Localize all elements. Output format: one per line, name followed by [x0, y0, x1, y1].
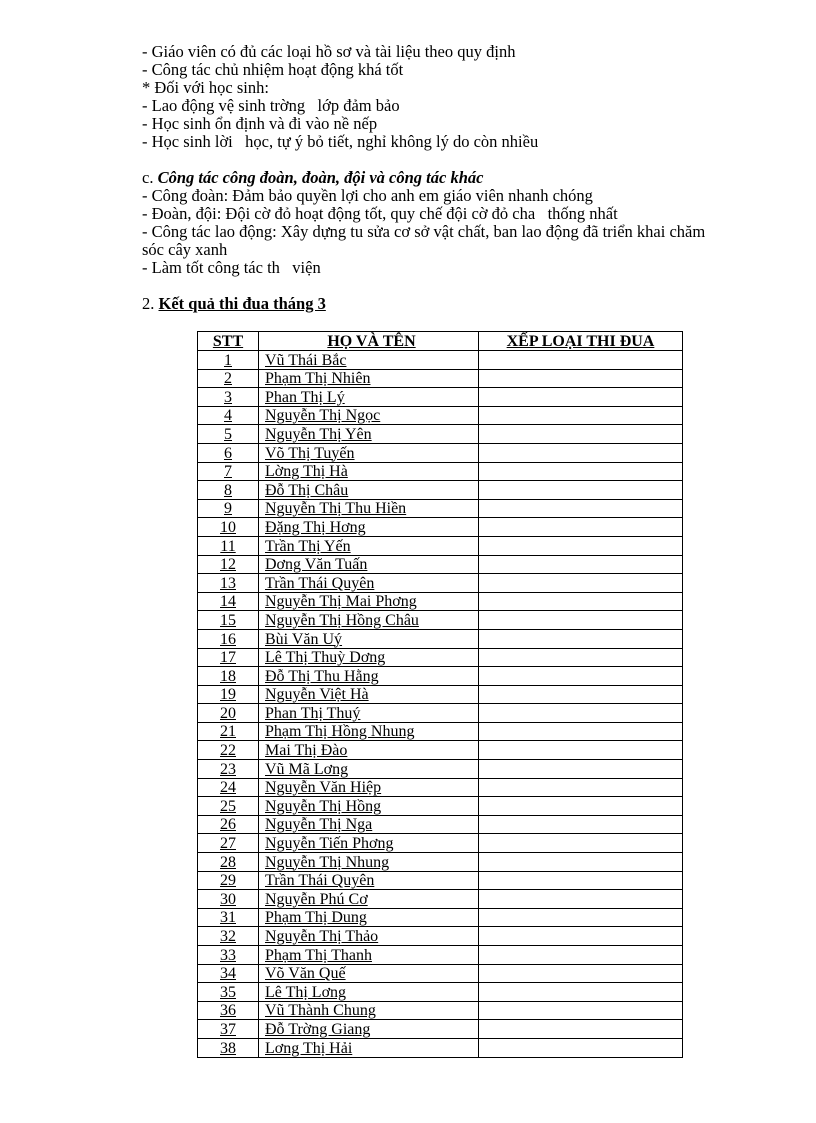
table-row: [198, 1038, 683, 1057]
cell-name: Phan Thị Lý: [259, 388, 479, 407]
cell-stt: 13: [198, 574, 259, 593]
table-row: [198, 1020, 683, 1039]
text-line-teacher-records: - Giáo viên có đủ các loại hồ sơ và tài liệu theo quy định: [142, 42, 516, 61]
cell-ranking: [479, 555, 683, 574]
table-row: [198, 1001, 683, 1020]
cell-name: Lờng Thị Hà: [259, 462, 479, 481]
cell-stt: 17: [198, 648, 259, 667]
cell-name: Vũ Mã Lơng: [259, 760, 479, 779]
cell-ranking: [479, 815, 683, 834]
table-row: [198, 351, 683, 370]
cell-name: Võ Thị Tuyến: [259, 443, 479, 462]
text-line-union: - Công đoàn: Đảm bảo quyền lợi cho anh em giáo viên nhanh chóng: [142, 186, 593, 205]
table-row: [198, 834, 683, 853]
cell-stt: 7: [198, 462, 259, 481]
text-line-homeroom: - Công tác chủ nhiệm hoạt động khá tốt: [142, 60, 404, 79]
cell-ranking: [479, 629, 683, 648]
text-line-youth: - Đoàn, đội: Đội cờ đỏ hoạt động tốt, quy chế đội cờ đỏ cha thống nhất: [142, 204, 618, 223]
table-row: [198, 815, 683, 834]
cell-name: Nguyễn Thị Thảo: [259, 927, 479, 946]
table-row: [198, 518, 683, 537]
cell-ranking: [479, 871, 683, 890]
cell-stt: 32: [198, 927, 259, 946]
cell-ranking: [479, 499, 683, 518]
table-row: [198, 443, 683, 462]
cell-name: Nguyễn Thị Ngọc: [259, 406, 479, 425]
table-row: [198, 890, 683, 909]
table-row: [198, 667, 683, 686]
cell-stt: 22: [198, 741, 259, 760]
table-row: [198, 388, 683, 407]
cell-stt: 28: [198, 853, 259, 872]
cell-stt: 21: [198, 722, 259, 741]
cell-name: Lơng Thị Hải: [259, 1038, 479, 1057]
cell-ranking: [479, 964, 683, 983]
table-header-row: [198, 332, 683, 351]
section-2-heading: [142, 295, 326, 313]
cell-ranking: [479, 983, 683, 1002]
cell-stt: 11: [198, 536, 259, 555]
cell-name: Đặng Thị Hơng: [259, 518, 479, 537]
cell-stt: 33: [198, 946, 259, 965]
cell-name: Đỗ Thị Thu Hằng: [259, 667, 479, 686]
cell-stt: 30: [198, 890, 259, 909]
cell-stt: 23: [198, 760, 259, 779]
cell-ranking: [479, 648, 683, 667]
cell-stt: 24: [198, 778, 259, 797]
cell-stt: 29: [198, 871, 259, 890]
cell-stt: 27: [198, 834, 259, 853]
table-row: [198, 871, 683, 890]
cell-ranking: [479, 481, 683, 500]
ranking-table: [197, 331, 683, 1058]
section-2-number: 2.: [142, 294, 159, 313]
cell-name: Vũ Thái Bắc: [259, 351, 479, 370]
cell-name: Đỗ Trờng Giang: [259, 1020, 479, 1039]
cell-ranking: [479, 908, 683, 927]
cell-name: Trần Thị Yến: [259, 536, 479, 555]
cell-ranking: [479, 388, 683, 407]
table-row: [198, 536, 683, 555]
header-ranking: XẾP LOẠI THI ĐUA: [479, 332, 683, 351]
section-2-title: Kết quả thi đua tháng 3: [158, 294, 326, 313]
cell-ranking: [479, 890, 683, 909]
text-line-stability: - Học sinh ổn định và đi vào nề nếp: [142, 114, 378, 133]
header-name: HỌ VÀ TÊN: [259, 332, 479, 351]
table-row: [198, 481, 683, 500]
table-row: [198, 592, 683, 611]
table-row: [198, 685, 683, 704]
cell-ranking: [479, 592, 683, 611]
cell-stt: 37: [198, 1020, 259, 1039]
section-c-prefix: c.: [142, 168, 158, 187]
cell-name: Nguyễn Thị Thu Hiền: [259, 499, 479, 518]
section-c-title: Công tác công đoàn, đoàn, đội và công tác khác: [157, 168, 484, 187]
cell-stt: 14: [198, 592, 259, 611]
cell-ranking: [479, 406, 683, 425]
cell-name: Lê Thị Thuỳ Dơng: [259, 648, 479, 667]
cell-stt: 12: [198, 555, 259, 574]
table-row: [198, 946, 683, 965]
cell-ranking: [479, 1038, 683, 1057]
table-row: [198, 648, 683, 667]
cell-ranking: [479, 834, 683, 853]
cell-name: Trần Thái Quyên: [259, 871, 479, 890]
cell-name: Lê Thị Lơng: [259, 983, 479, 1002]
cell-ranking: [479, 518, 683, 537]
table-row: [198, 574, 683, 593]
cell-ranking: [479, 351, 683, 370]
cell-name: Trần Thái Quyên: [259, 574, 479, 593]
cell-stt: 18: [198, 667, 259, 686]
cell-name: Nguyễn Thị Yên: [259, 425, 479, 444]
table-row: [198, 908, 683, 927]
table-row: [198, 611, 683, 630]
cell-ranking: [479, 722, 683, 741]
cell-name: Võ Văn Quế: [259, 964, 479, 983]
cell-ranking: [479, 927, 683, 946]
cell-ranking: [479, 667, 683, 686]
cell-ranking: [479, 946, 683, 965]
table-row: [198, 853, 683, 872]
cell-ranking: [479, 685, 683, 704]
cell-stt: 5: [198, 425, 259, 444]
text-line-lazy-students: - Học sinh lời học, tự ý bỏ tiết, nghỉ không lý do còn nhiều: [142, 132, 539, 151]
table-row: [198, 797, 683, 816]
cell-name: Nguyễn Thị Nhung: [259, 853, 479, 872]
cell-name: Nguyễn Thị Hồng Châu: [259, 611, 479, 630]
text-line-labor: - Công tác lao động: Xây dựng tu sửa cơ sở vật chất, ban lao động đã triển khai chăm: [142, 222, 706, 241]
cell-stt: 31: [198, 908, 259, 927]
cell-name: Nguyễn Việt Hà: [259, 685, 479, 704]
text-line-hygiene: - Lao động vệ sinh trờng lớp đảm bảo: [142, 96, 400, 115]
table-row: [198, 741, 683, 760]
cell-name: Nguyễn Thị Mai Phơng: [259, 592, 479, 611]
cell-name: Phạm Thị Nhiên: [259, 369, 479, 388]
cell-ranking: [479, 369, 683, 388]
cell-ranking: [479, 853, 683, 872]
cell-name: Bùi Văn Uý: [259, 629, 479, 648]
cell-stt: 8: [198, 481, 259, 500]
table-row: [198, 499, 683, 518]
cell-ranking: [479, 760, 683, 779]
cell-name: Nguyễn Văn Hiệp: [259, 778, 479, 797]
cell-stt: 6: [198, 443, 259, 462]
table-row: [198, 555, 683, 574]
cell-name: Mai Thị Đào: [259, 741, 479, 760]
header-stt: STT: [198, 332, 259, 351]
ranking-table-body: [198, 351, 683, 1058]
cell-stt: 4: [198, 406, 259, 425]
cell-name: Dơng Văn Tuấn: [259, 555, 479, 574]
table-row: [198, 462, 683, 481]
cell-ranking: [479, 1001, 683, 1020]
text-line-students-heading: * Đối với học sinh:: [142, 78, 269, 97]
cell-stt: 19: [198, 685, 259, 704]
cell-ranking: [479, 1020, 683, 1039]
cell-stt: 9: [198, 499, 259, 518]
cell-stt: 16: [198, 629, 259, 648]
cell-stt: 25: [198, 797, 259, 816]
cell-stt: 34: [198, 964, 259, 983]
table-row: [198, 964, 683, 983]
cell-ranking: [479, 797, 683, 816]
table-row: [198, 778, 683, 797]
cell-ranking: [479, 704, 683, 723]
cell-ranking: [479, 462, 683, 481]
cell-name: Nguyễn Thị Nga: [259, 815, 479, 834]
cell-stt: 36: [198, 1001, 259, 1020]
cell-name: Phạm Thị Dung: [259, 908, 479, 927]
cell-ranking: [479, 778, 683, 797]
table-row: [198, 629, 683, 648]
cell-name: Đỗ Thị Châu: [259, 481, 479, 500]
cell-stt: 3: [198, 388, 259, 407]
cell-stt: 20: [198, 704, 259, 723]
text-line-labor-cont: sóc cây xanh: [142, 240, 228, 259]
cell-ranking: [479, 611, 683, 630]
table-row: [198, 983, 683, 1002]
table-row: [198, 927, 683, 946]
cell-ranking: [479, 425, 683, 444]
table-row: [198, 760, 683, 779]
cell-stt: 26: [198, 815, 259, 834]
table-row: [198, 406, 683, 425]
cell-name: Phạm Thị Thanh: [259, 946, 479, 965]
table-row: [198, 722, 683, 741]
cell-name: Nguyễn Phú Cơ: [259, 890, 479, 909]
cell-ranking: [479, 741, 683, 760]
cell-ranking: [479, 443, 683, 462]
cell-stt: 38: [198, 1038, 259, 1057]
table-row: [198, 425, 683, 444]
cell-stt: 2: [198, 369, 259, 388]
table-row: [198, 704, 683, 723]
cell-stt: 10: [198, 518, 259, 537]
cell-name: Vũ Thành Chung: [259, 1001, 479, 1020]
cell-stt: 15: [198, 611, 259, 630]
cell-name: Nguyễn Tiến Phơng: [259, 834, 479, 853]
cell-name: Phạm Thị Hồng Nhung: [259, 722, 479, 741]
cell-name: Phan Thị Thuý: [259, 704, 479, 723]
cell-stt: 35: [198, 983, 259, 1002]
cell-ranking: [479, 536, 683, 555]
text-line-library: - Làm tốt công tác th viện: [142, 258, 321, 277]
table-row: [198, 369, 683, 388]
cell-stt: 1: [198, 351, 259, 370]
cell-name: Nguyễn Thị Hồng: [259, 797, 479, 816]
section-c-heading: [142, 169, 483, 187]
cell-ranking: [479, 574, 683, 593]
